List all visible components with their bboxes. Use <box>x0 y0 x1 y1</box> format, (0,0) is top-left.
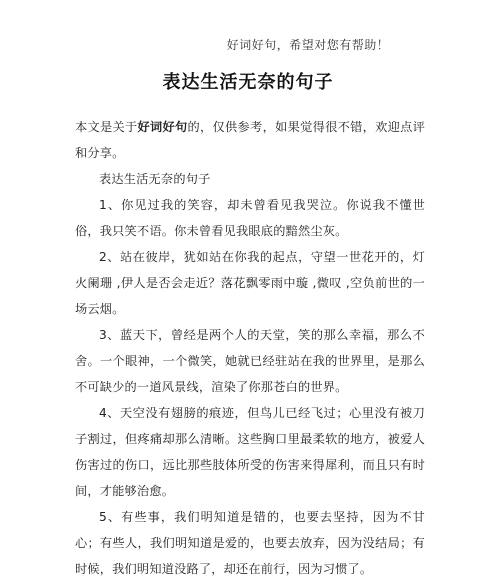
intro-prefix: 本文是关于 <box>75 120 138 134</box>
article-body <box>75 114 425 582</box>
page-title: 表达生活无奈的句子 <box>162 72 334 93</box>
paragraph-1: 1、你见过我的笑容，却未曾看见我哭泣。你说我不懂世俗，我只笑不语。你未曾看见我眼底的黯然尘灰。 <box>75 198 425 238</box>
section-subtitle: 表达生活无奈的句子 <box>99 172 211 186</box>
paragraph-3: 3、蓝天下，曾经是两个人的天堂，笑的那么幸福，那么不舍。一个眼神，一个微笑，她就已经驻站在我的世界里，是那么不可缺少的一道风景线，渲染了你那苍白的世界。 <box>75 328 425 394</box>
header-note: 好词好句，希望对您有帮助！ <box>226 38 390 52</box>
paragraph-4: 4、天空没有翅膀的痕迹，但鸟儿已经飞过；心里没有被刀子割过，但疼痛却那么清晰。这些胸口里最柔软的地方，被爱人伤害过的伤口，远比那些肢体所受的伤害来得犀利，而且只有时间，才能够治愈。 <box>75 406 425 498</box>
intro-suffix: 的，仅供参考，如果觉得很不错，欢迎点评和分享。 <box>75 120 425 160</box>
intro-paragraph <box>75 114 425 166</box>
paragraph-2: 2、站在彼岸，犹如站在你我的起点，守望一世花开的，灯火阑珊 ,伊人是否会走近？落花飘零雨中璇 ,微叹 ,空负前世的一场云烟。 <box>75 250 425 316</box>
paragraph-5: 5、有些事，我们明知道是错的，也要去坚持，因为不甘心；有些人，我们明知道是爱的，也要去放弃，因为没结局；有时候，我们明知道没路了，却还在前行，因为习惯了。 <box>75 510 425 576</box>
intro-keyword: 好词好句 <box>137 120 188 134</box>
